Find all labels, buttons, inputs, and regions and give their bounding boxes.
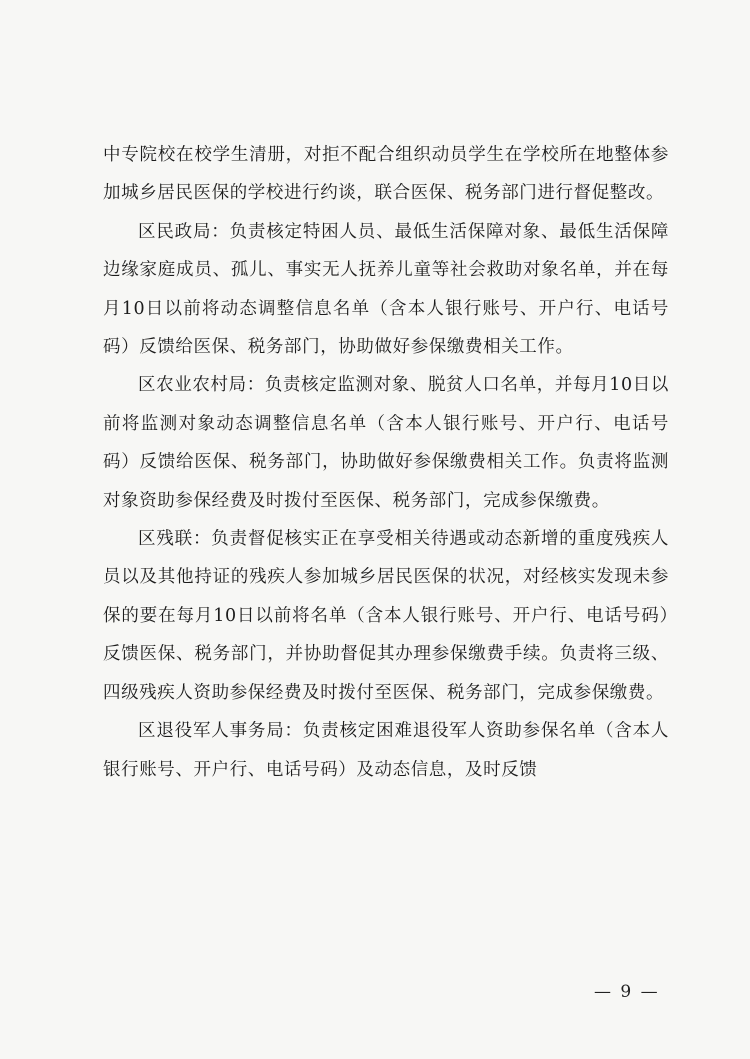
- paragraph-veterans-affairs: 区退役军人事务局：负责核定困难退役军人资助参保名单（含本人银行账号、开户行、电话号码）及动态信息，及时反馈: [103, 721, 669, 780]
- paragraph-disabled-federation: 区残联：负责督促核实正在享受相关待遇或动态新增的重度残疾人员以及其他持证的残疾人参加城乡居民医保的状况，对经核实发现未参保的要在每月10日以前将名单（含本人银行账号、开户行、电话号码）反馈医保、税务部门，并协助督促其办理参保缴费手续。负责将三级、四级残疾人资助参保经费及时拨付至医保、税务部门，完成参保缴费。: [103, 529, 669, 703]
- document-body: [103, 136, 669, 789]
- paragraph-agriculture: 区农业农村局：负责核定监测对象、脱贫人口名单，并每月10日以前将监测对象动态调整信息名单（含本人银行账号、开户行、电话号码）反馈给医保、税务部门，协助做好参保缴费相关工作。负责将监测对象资助参保经费及时拨付至医保、税务部门，完成参保缴费。: [103, 375, 669, 511]
- paragraph-civil-affairs: 区民政局：负责核定特困人员、最低生活保障对象、最低生活保障边缘家庭成员、孤儿、事实无人抚养儿童等社会救助对象名单，并在每月10日以前将动态调整信息名单（含本人银行账号、开户行、电话号码）反馈给医保、税务部门，协助做好参保缴费相关工作。: [103, 221, 669, 358]
- page-number: — 9 —: [594, 982, 660, 1002]
- paragraph-continuation: 中专院校在校学生清册，对拒不配合组织动员学生在学校所在地整体参加城乡居民医保的学校进行约谈，联合医保、税务部门进行督促整改。: [103, 145, 669, 204]
